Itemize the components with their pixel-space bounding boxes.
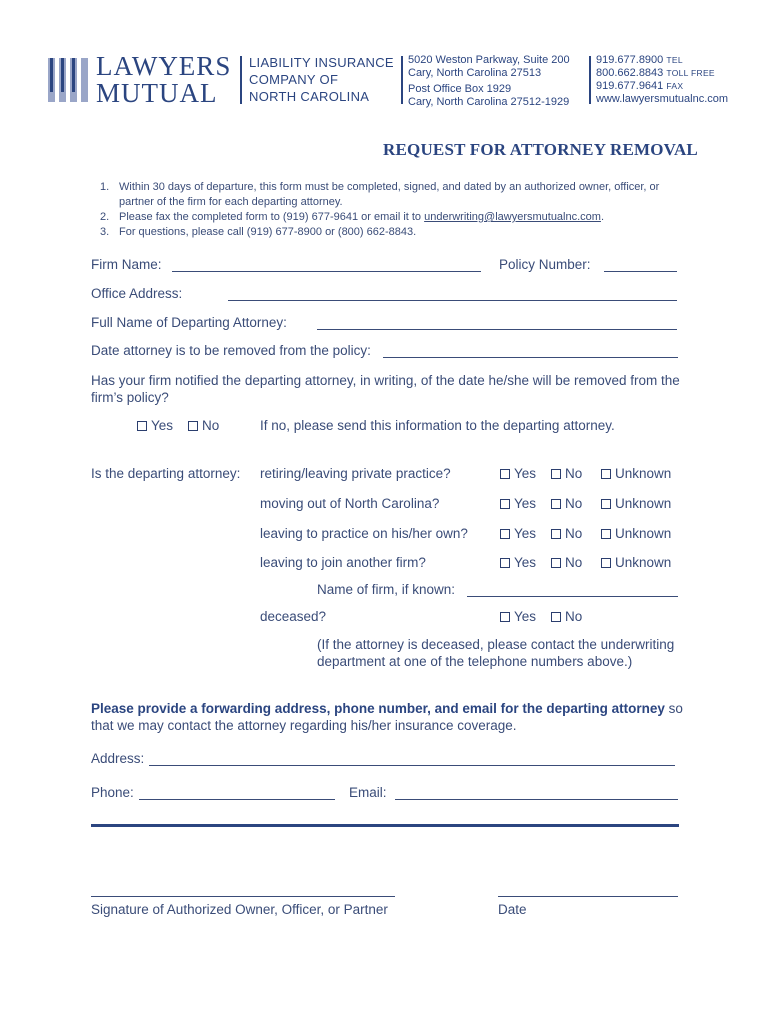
own-practice-unknown-checkbox[interactable]: [601, 526, 671, 541]
forwarding-bold-text: Please provide a forwarding address, phone number, and email for the departing attorney: [91, 701, 665, 716]
full-name-field[interactable]: [317, 329, 677, 330]
option-label: No: [565, 466, 583, 481]
notified-yes-checkbox[interactable]: [137, 418, 173, 433]
moving-unknown-checkbox[interactable]: [601, 496, 671, 511]
option-label: Yes: [514, 466, 537, 481]
instruction-item: [100, 210, 670, 225]
reason-label: retiring/leaving private practice?: [260, 466, 451, 481]
phone-tollfree: [596, 67, 728, 80]
moving-yes-checkbox[interactable]: [500, 496, 536, 511]
checkbox-icon: [601, 499, 611, 509]
instructions: [100, 180, 670, 240]
phone-tollfree-number: 800.662.8843: [596, 67, 664, 79]
deceased-note: department at one of the telephone numbers above.): [317, 654, 633, 669]
moving-no-checkbox[interactable]: [551, 496, 582, 511]
date-removed-label: Date attorney is to be removed from the policy:: [91, 343, 371, 358]
policy-number-label: Policy Number:: [499, 257, 591, 272]
instruction-text: For questions, please call (919) 677-8900 or (800) 662-8843.: [119, 226, 417, 238]
policy-number-field[interactable]: [604, 271, 677, 272]
option-label: No: [202, 418, 220, 433]
instruction-number: 2.: [100, 211, 110, 223]
address-line: Cary, North Carolina 27513: [408, 67, 542, 79]
checkbox-icon: [500, 529, 510, 539]
another-firm-no-checkbox[interactable]: [551, 555, 582, 570]
company-name: [249, 54, 394, 105]
date-field[interactable]: [498, 896, 678, 897]
option-label: No: [565, 555, 583, 570]
option-label: Unknown: [615, 466, 672, 481]
retiring-no-checkbox[interactable]: [551, 466, 582, 481]
email-label: Email:: [349, 785, 387, 800]
reason-label: moving out of North Carolina?: [260, 496, 440, 511]
retiring-yes-checkbox[interactable]: [500, 466, 536, 481]
option-label: No: [565, 496, 583, 511]
option-label: Yes: [514, 526, 537, 541]
forwarding-instructions: [91, 700, 691, 734]
instruction-number: 1.: [100, 181, 110, 193]
option-label: Yes: [151, 418, 174, 433]
reason-label: leaving to practice on his/her own?: [260, 526, 468, 541]
departing-lead-label: Is the departing attorney:: [91, 466, 241, 481]
address-label: Address:: [91, 751, 145, 766]
forwarding-email-field[interactable]: [395, 799, 678, 800]
checkbox-icon: [601, 558, 611, 568]
name-of-firm-field[interactable]: [467, 596, 678, 597]
forwarding-phone-field[interactable]: [139, 799, 335, 800]
firm-name-field[interactable]: [172, 271, 481, 272]
checkbox-icon: [188, 421, 198, 431]
company-line: NORTH CAROLINA: [249, 89, 370, 104]
option-label: No: [565, 526, 583, 541]
option-label: Yes: [514, 555, 537, 570]
website-link[interactable]: www.lawyersmutualnc.com: [596, 93, 729, 105]
option-label: No: [565, 609, 583, 624]
header-divider: [589, 56, 591, 104]
checkbox-icon: [551, 529, 561, 539]
checkbox-icon: [551, 558, 561, 568]
option-label: Unknown: [615, 526, 672, 541]
phone-tel-label: TEL: [666, 55, 683, 65]
retiring-unknown-checkbox[interactable]: [601, 466, 671, 481]
section-divider: [91, 824, 679, 827]
phone-fax-number: 919.677.9641: [596, 80, 664, 92]
instruction-text: Please fax the completed form to (919) 677-9641 or email it to: [119, 211, 425, 223]
own-practice-no-checkbox[interactable]: [551, 526, 582, 541]
forwarding-address-field[interactable]: [149, 765, 675, 766]
checkbox-icon: [601, 469, 611, 479]
checkbox-icon: [551, 499, 561, 509]
if-no-note: If no, please send this information to the departing attorney.: [260, 418, 615, 433]
mailing-address: [408, 54, 570, 109]
another-firm-unknown-checkbox[interactable]: [601, 555, 671, 570]
logo-word-lawyers: LAWYERS: [96, 51, 232, 81]
option-label: Unknown: [615, 496, 672, 511]
instruction-text: Within 30 days of departure, this form must be completed, signed, and dated by an authorized owner, officer, or partner of the firm for each departing attorney.: [119, 181, 660, 208]
company-line: COMPANY OF: [249, 72, 339, 87]
notified-no-checkbox[interactable]: [188, 418, 219, 433]
checkbox-icon: [551, 612, 561, 622]
checkbox-icon: [500, 469, 510, 479]
deceased-no-checkbox[interactable]: [551, 609, 582, 624]
office-address-label: Office Address:: [91, 286, 183, 301]
checkbox-icon: [137, 421, 147, 431]
phone-fax: [596, 80, 728, 93]
page-title: REQUEST FOR ATTORNEY REMOVAL: [383, 140, 698, 159]
full-name-label: Full Name of Departing Attorney:: [91, 315, 287, 330]
office-address-field[interactable]: [228, 300, 677, 301]
phone-fax-label: FAX: [666, 81, 684, 91]
forwarding-text: so that we may contact the attorney regarding his/her insurance coverage.: [91, 701, 683, 733]
contact-info: [596, 54, 728, 106]
logo-word-mutual: MUTUAL: [96, 78, 218, 108]
own-practice-yes-checkbox[interactable]: [500, 526, 536, 541]
reason-label: leaving to join another firm?: [260, 555, 426, 570]
instruction-number: 3.: [100, 226, 110, 238]
deceased-yes-checkbox[interactable]: [500, 609, 536, 624]
logo-columns-icon: [48, 58, 88, 102]
option-label: Yes: [514, 496, 537, 511]
phone-tel: [596, 54, 728, 67]
email-link[interactable]: underwriting@lawyersmutualnc.com: [424, 211, 601, 223]
name-of-firm-label: Name of firm, if known:: [317, 582, 456, 597]
phone-label: Phone:: [91, 785, 134, 800]
header-divider: [240, 56, 242, 104]
instruction-item: [100, 180, 670, 210]
phone-tollfree-label: TOLL FREE: [666, 68, 715, 78]
address-line: 5020 Weston Parkway, Suite 200: [408, 54, 570, 66]
header-divider: [401, 56, 403, 104]
option-label: Yes: [514, 609, 537, 624]
company-line: LIABILITY INSURANCE: [249, 55, 394, 70]
instruction-item: [100, 225, 670, 240]
firm-name-label: Firm Name:: [91, 257, 162, 272]
deceased-note: (If the attorney is deceased, please contact the underwriting: [317, 637, 675, 652]
address-line: Post Office Box 1929: [408, 83, 512, 95]
deceased-label: deceased?: [260, 609, 327, 624]
date-label: Date: [498, 902, 527, 917]
date-removed-field[interactable]: [383, 357, 678, 358]
phone-tel-number: 919.677.8900: [596, 54, 664, 66]
signature-label: Signature of Authorized Owner, Officer, or Partner: [91, 902, 388, 917]
instruction-text: .: [600, 211, 605, 223]
checkbox-icon: [500, 558, 510, 568]
signature-field[interactable]: [91, 896, 395, 897]
address-line: Cary, North Carolina 27512-1929: [408, 96, 570, 108]
another-firm-yes-checkbox[interactable]: [500, 555, 536, 570]
notified-question: Has your firm notified the departing attorney, in writing, of the date he/she will be removed from the firm’s policy?: [91, 373, 680, 405]
checkbox-icon: [551, 469, 561, 479]
checkbox-icon: [601, 529, 611, 539]
checkbox-icon: [500, 499, 510, 509]
checkbox-icon: [500, 612, 510, 622]
option-label: Unknown: [615, 555, 672, 570]
